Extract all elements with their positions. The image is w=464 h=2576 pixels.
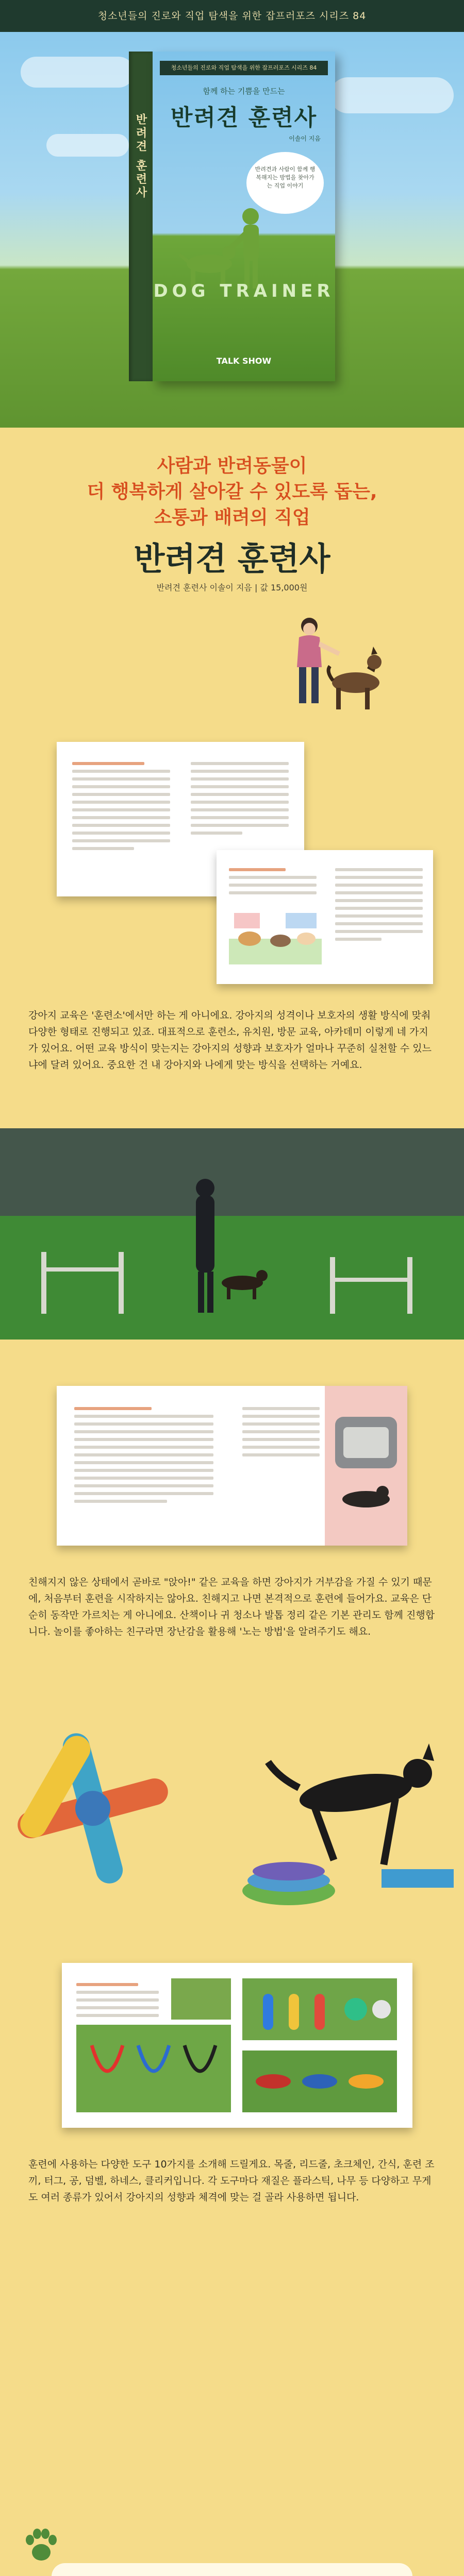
- cover-english-word: DOG TRAINER: [153, 281, 335, 301]
- book-title: 반려견 훈련사: [134, 540, 330, 578]
- trainer-with-dog-illustration: [278, 611, 392, 719]
- cover-publisher: TALK SHOW: [216, 356, 272, 366]
- author-quote-box: [52, 2563, 412, 2576]
- cover-title: 반려견 훈련사: [170, 105, 318, 131]
- cloud: [46, 134, 129, 157]
- agility-scene: [0, 1128, 464, 1340]
- cover-author: 이솔이 지음: [289, 135, 321, 142]
- caption-2: 친해지지 않은 상태에서 곧바로 "앉아!" 같은 교육을 하면 강아지가 거부감을 가질 수 있기 때문에, 처음부터 훈련을 시작하지는 않아요. 친해지고 나면 본격적으로 훈련에 들어가요. 교육은 단순히 동작만 가르치는 게 아니에요. 산책이나 귀 청소나 발톱 정리 같은 기본 관리도 함께 진행합니다. 놀이를 좋아하는 친구라면 장난감을 활용해 '노는 방법'을 알려주기도 해요.: [28, 1577, 435, 1637]
- crate-photo: [325, 1386, 407, 1546]
- book-spread-4: [62, 1963, 412, 2128]
- tool-photo-1: [76, 2025, 231, 2112]
- caption-1: 강아지 교육은 '훈련소'에서만 하는 게 아니에요. 강아지의 성격이나 보호자의 생활 방식에 맞춰 다양한 형태로 진행되고 있죠. 대표적으로 훈련소, 유치원, 방문 교육, 아카데미 이렇게 네 가지가 있어요. 어떤 교육 방식이 맞는지는 강아지의 성향과 보호자가 얼마나 꾸준히 실천할 수 있느냐에 달려 있어요. 중요한 건 내 강아지와 나에게 맞는 방식을 선택하는 거예요.: [28, 1010, 432, 1071]
- hero-section: [0, 0, 464, 428]
- cover-series-tag: 청소년들의 진로와 직업 탐색을 위한 잡프러포즈 시리즈 84: [160, 61, 328, 75]
- book-spread-2: [217, 850, 433, 984]
- book-meta: 반려견 훈련사 이솔이 지음 | 값 15,000원: [156, 583, 308, 592]
- tug-toy-icon: [0, 1711, 188, 1904]
- dog-illustration-icon: [229, 908, 322, 964]
- cloud: [21, 57, 134, 88]
- book-cover-image: [129, 52, 335, 381]
- caption-3: 훈련에 사용하는 다양한 도구 10가지를 소개해 드릴게요. 목줄, 리드줄, 초크체인, 간식, 훈련 조끼, 터그, 공, 덤벨, 하네스, 클리커입니다. 각 도구마다 재질은 플라스틱, 나무 등 다양하고 무게도 여러 종류가 있어서 강아지의 성향과 체격에 맞는 걸 골라 사용하면 됩니다.: [28, 2159, 435, 2203]
- cloud: [330, 77, 454, 113]
- toy-and-dog-photo: [0, 1705, 464, 1922]
- series-banner: 청소년들의 진로와 직업 탐색을 위한 잡프러포즈 시리즈 84: [0, 0, 464, 32]
- tool-photo-3: [242, 1978, 397, 2040]
- tool-photo-2: [171, 1978, 231, 2020]
- headline-line-3: 소통과 배려의 직업: [154, 507, 310, 528]
- spine-title: 반려견 훈련사: [134, 113, 147, 200]
- book-spread-3: [57, 1386, 407, 1546]
- agility-training-photo: [0, 1128, 464, 1340]
- cover-speech-bubble: 반려견과 사람이 함께 행복해지는 방법을 찾아가는 직업 이야기: [246, 152, 324, 214]
- book-spine: [129, 52, 153, 381]
- paw-print-icon: [21, 2524, 62, 2566]
- headline-block: [0, 453, 464, 582]
- book-front-cover: [153, 52, 335, 381]
- cover-subtitle: 함께 하는 기쁨을 만드는: [203, 87, 285, 96]
- tool-photo-4: [242, 2050, 397, 2112]
- headline-line-2: 더 행복하게 살아갈 수 있도록 돕는,: [87, 481, 377, 502]
- headline-line-1: 사람과 반려동물이: [157, 455, 307, 477]
